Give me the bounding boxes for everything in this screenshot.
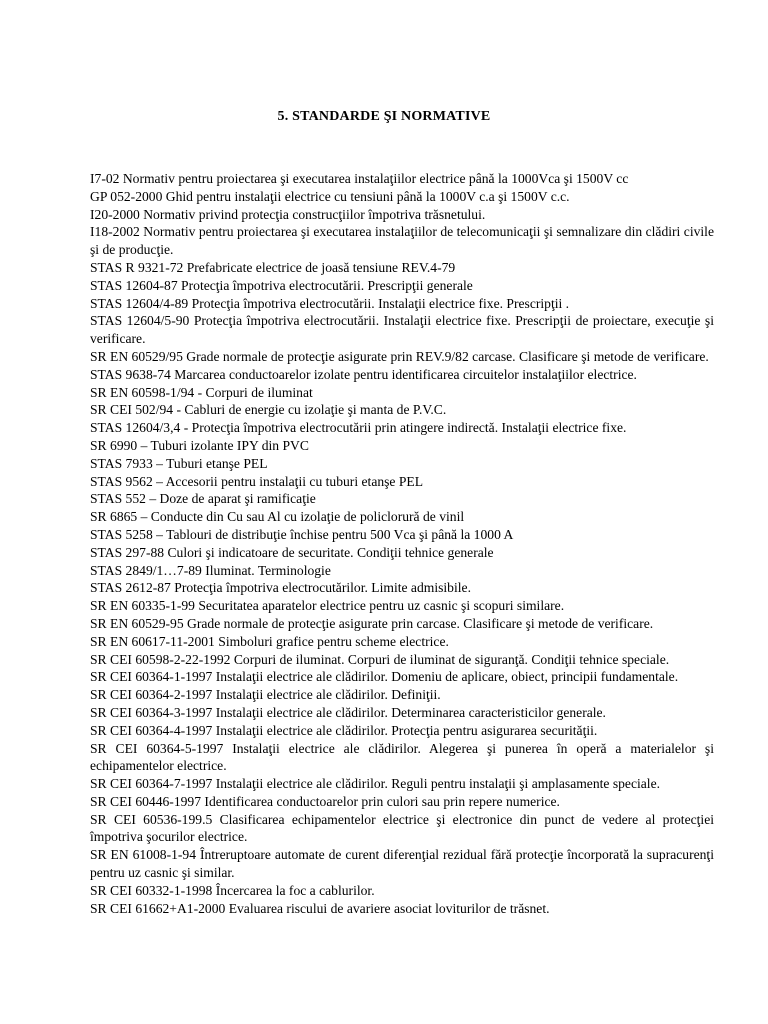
list-item: STAS 12604/5-90 Protecţia împotriva electrocutării. Instalaţii electrice fixe. Prescripţii de proiectare, execuţie şi verificare. [90, 313, 714, 347]
list-item: I7-02 Normativ pentru proiectarea şi executarea instalaţiilor electrice până la 1000Vca şi 1500V cc [90, 171, 629, 186]
list-item: SR EN 60529/95 Grade normale de protecţie asigurate prin REV.9/82 carcase. Clasificare şi metode de verificare. [90, 348, 709, 364]
list-item: I18-2002 Normativ pentru proiectarea şi executarea instalaţiilor de telecomunicaţii şi semnalizare din clădiri civile şi de producţie. [90, 224, 714, 258]
list-item: SR EN 60617-11-2001 Simboluri grafice pentru scheme electrice. [90, 633, 449, 649]
list-item: STAS 9562 – Accesorii pentru instalaţii cu tuburi etanşe PEL [90, 473, 424, 489]
page-title: 5. STANDARDE ŞI NORMATIVE [277, 109, 491, 124]
list-item: SR CEI 60536-199.5 Clasificarea echipamentelor electrice şi electronice din punct de vedere al protecţiei împotriva şocurilor electrice. [90, 811, 714, 845]
list-item: SR EN 60529-95 Grade normale de protecţie asigurate prin carcase. Clasificare şi metode de verificare. [90, 615, 654, 631]
list-item: SR EN 60335-1-99 Securitatea aparatelor electrice pentru uz casnic şi scopuri similare. [90, 598, 565, 614]
list-item: SR CEI 60364-3-1997 Instalaţii electrice ale clădirilor. Determinarea caracteristicilor generale. [90, 704, 606, 720]
list-item: SR CEI 61662+A1-2000 Evaluarea riscului de avariere asociat loviturilor de trăsnet. [90, 900, 550, 916]
list-item: STAS R 9321-72 Prefabricate electrice de joasă tensiune REV.4-79 [90, 259, 456, 275]
list-item: STAS 297-88 Culori şi indicatoare de securitate. Condiţii tehnice generale [90, 544, 494, 560]
list-item: STAS 2849/1…7-89 Iluminat. Terminologie [90, 562, 331, 578]
list-item: GP 052-2000 Ghid pentru instalaţii electrice cu tensiuni până la 1000V c.a şi 1500V c.c. [90, 188, 570, 204]
list-item: SR 6990 – Tuburi izolante IPY din PVC [90, 437, 309, 453]
list-item: STAS 12604/4-89 Protecţia împotriva electrocutării. Instalaţii electrice fixe. Prescripţii . [90, 295, 570, 311]
list-item: STAS 2612-87 Protecţia împotriva electrocutărilor. Limite admisibile. [90, 580, 471, 596]
list-item: I20-2000 Normativ privind protecţia construcţiilor împotriva trăsnetului. [90, 206, 486, 222]
list-item: SR CEI 60364-1-1997 Instalaţii electrice ale clădirilor. Domeniu de aplicare, obiect, principii fundamentale. [90, 669, 679, 685]
list-item: SR CEI 60364-2-1997 Instalaţii electrice ale clădirilor. Definiţii. [90, 687, 441, 703]
list-item: STAS 12604/3,4 - Protecţia împotriva electrocutării prin atingere indirectă. Instalaţii electrice fixe. [90, 420, 627, 436]
list-item: SR CEI 60332-1-1998 Încercarea la foc a cablurilor. [90, 882, 375, 898]
standards-list [90, 170, 714, 917]
list-item: SR CEI 60364-4-1997 Instalaţii electrice ale clădirilor. Protecţia pentru asigurarea securităţii. [90, 722, 598, 738]
list-item: SR EN 60598-1/94 - Corpuri de iluminat [90, 384, 313, 400]
list-item: STAS 552 – Doze de aparat şi ramificaţie [90, 491, 316, 507]
list-item: STAS 12604-87 Protecţia împotriva electrocutării. Prescripţii generale [90, 277, 473, 293]
list-item: SR EN 61008-1-94 Întreruptoare automate de curent diferenţial rezidual fără protecţie încorporată la supracurenţi pentru uz casnic şi similar. [90, 847, 714, 881]
list-item: SR 6865 – Conducte din Cu sau Al cu izolaţie de policlorură de vinil [90, 509, 465, 525]
list-item: SR CEI 60598-2-22-1992 Corpuri de iluminat. Corpuri de iluminat de siguranţă. Condiţii tehnice speciale. [90, 651, 670, 667]
list-item: SR CEI 60446-1997 Identificarea conductoarelor prin culori sau prin repere numerice. [90, 793, 560, 809]
list-item: STAS 5258 – Tablouri de distribuţie închise pentru 500 Vca şi până la 1000 A [90, 526, 514, 542]
list-item: STAS 7933 – Tuburi etanşe PEL [90, 455, 268, 471]
list-item: SR CEI 60364-5-1997 Instalaţii electrice ale clădirilor. Alegerea şi punerea în operă a materialelor şi echipamentelor electrice. [90, 740, 714, 774]
list-item: SR CEI 60364-7-1997 Instalaţii electrice ale clădirilor. Reguli pentru instalaţii şi amplasamente speciale. [90, 776, 661, 792]
list-item: SR CEI 502/94 - Cabluri de energie cu izolaţie şi manta de P.V.C. [90, 402, 447, 418]
list-item: STAS 9638-74 Marcarea conductoarelor izolate pentru identificarea circuitelor instalaţiilor electrice. [90, 366, 637, 382]
